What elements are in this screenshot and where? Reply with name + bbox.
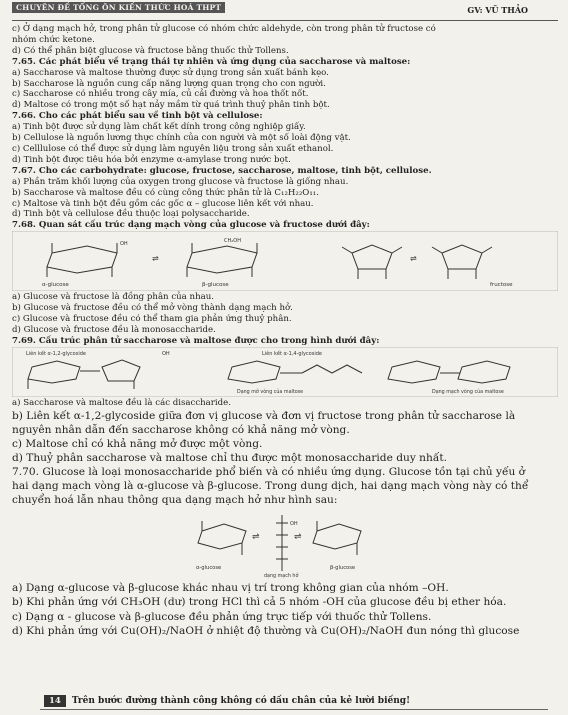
alpha-glucose-label: α-glucose xyxy=(196,565,222,572)
text-block-b xyxy=(12,292,558,347)
text-line: d) Tinh bột và cellulose đều thuộc loại polysaccharide. xyxy=(12,209,250,220)
text-line: d) Maltose có trong một số hạt nảy mầm từ quá trình thuỷ phân tinh bột. xyxy=(12,100,330,111)
equilibrium-arrow: ⇌ xyxy=(252,532,260,543)
open-chain xyxy=(276,515,288,571)
equilibrium-arrow: ⇌ xyxy=(410,254,417,264)
ring-structures-svg xyxy=(12,231,558,291)
series-title: CHUYÊN ĐỀ TỔNG ÔN KIẾN THỨC HOÁ THPT xyxy=(12,2,225,13)
text-line: d) Tinh bột được tiêu hóa bởi enzyme α-amylase trong nước bọt. xyxy=(12,154,291,165)
question-heading: 7.68. Quan sát cấu trúc dạng mạch vòng của glucose và fructose dưới đây: xyxy=(12,220,370,231)
page-number: 14 xyxy=(44,695,66,707)
page-header xyxy=(12,0,558,21)
text-block-c xyxy=(12,398,558,508)
ch2oh-label: CH₂OH xyxy=(224,238,241,245)
page-footer xyxy=(44,695,410,707)
text-line: a) Tinh bột được sử dụng làm chất kết dính trong công nghiệp giấy. xyxy=(12,122,306,133)
text-line: d) Khi phản ứng với Cu(OH)₂/NaOH ở nhiệt độ thường và Cu(OH)₂/NaOH đun nóng thì glucose xyxy=(12,624,520,637)
alpha-14-link-label: Liên kết α-1,4-glycoside xyxy=(262,350,322,357)
text-line: b) Liên kết α-1,2-glycoside giữa đơn vị glucose và đơn vị fructose trong phân tử saccharose là xyxy=(12,409,516,422)
equilibrium-arrow: ⇌ xyxy=(294,532,302,543)
teacher-name: GV: VŨ THẢO xyxy=(467,5,528,15)
alpha-12-link-label: Liên kết α-1,2-glycoside xyxy=(26,350,86,357)
open-maltose-caption: Dạng mở vòng của maltose xyxy=(237,389,304,395)
question-heading: 7.65. Các phát biểu về trạng thái tự nhiên và ứng dụng của saccharose và maltose: xyxy=(12,56,411,67)
question-heading: 7.69. Cấu trúc phân tử saccharose và maltose được cho trong hình dưới đây: xyxy=(12,335,380,346)
text-line: c) Saccharose có nhiều trong cây mía, củ cải đường và hoa thốt nốt. xyxy=(12,89,309,100)
glucose-fructose-figure xyxy=(12,231,558,291)
open-chain-label: dạng mạch hở xyxy=(264,574,299,580)
beta-glucose-ring xyxy=(313,521,361,555)
text-line: a) Saccharose và maltose đều là các disaccharide. xyxy=(12,397,231,408)
text-line: c) Maltose chỉ có khả năng mở được một vòng. xyxy=(12,437,263,450)
beta-glucose-label: β-glucose xyxy=(330,565,356,572)
text-line: c) Glucose và fructose đều có thể tham gia phản ứng thuỷ phân. xyxy=(12,314,292,325)
text-line: b) Saccharose là nguồn cung cấp năng lượng quan trọng cho con người. xyxy=(12,78,326,89)
glucose-interconversion-figure xyxy=(192,509,558,579)
ring-maltose-caption: Dạng mạch vòng của maltose xyxy=(432,389,504,395)
text-block-a xyxy=(12,24,558,231)
text-line: b) Cellulose là nguồn lương thực chính của con người và một số loài động vật. xyxy=(12,133,351,144)
disaccharide-structures-svg xyxy=(12,347,558,397)
text-line: b) Glucose và fructose đều có thể mở vòng thành dạng mạch hở. xyxy=(12,303,293,314)
oh-label: OH xyxy=(162,350,170,357)
question-heading: 7.67. Cho các carbohydrate: glucose, fructose, saccharose, maltose, tinh bột, cellulose. xyxy=(12,165,432,176)
text-line: c) Celllulose có thể được sử dụng làm nguyên liệu trong sản xuất ethanol. xyxy=(12,143,334,154)
text-line: d) Có thể phân biệt glucose và fructose bằng thuốc thử Tollens. xyxy=(12,45,289,56)
text-line: a) Phần trăm khối lượng của oxygen trong glucose và fructose là giống nhau. xyxy=(12,176,349,187)
oh-label: OH xyxy=(120,241,128,248)
text-line: a) Dạng α-glucose và β-glucose khác nhau vị trí trong không gian của nhóm –OH. xyxy=(12,582,449,595)
text-line: c) Ở dạng mạch hở, trong phân tử glucose có nhóm chức aldehyde, còn trong phân tử fructose có xyxy=(12,24,436,34)
text-line: a) Glucose và fructose là đồng phân của nhau. xyxy=(12,292,214,303)
footer-slogan: Trên bước đường thành công không có dấu chân của kẻ lười biếng! xyxy=(71,696,411,706)
text-line: hai dạng mạch vòng là α-glucose và β-glucose. Trong dung dịch, hai dạng mạch vòng này có thể xyxy=(12,480,529,493)
footer-divider xyxy=(40,709,548,710)
equilibrium-arrow: ⇌ xyxy=(152,254,159,264)
fructose-label: fructose xyxy=(490,282,513,289)
text-line: b) Saccharose và maltose đều có cùng công thức phân tử là C₁₂H₂₂O₁₁. xyxy=(12,187,319,198)
text-line: a) Saccharose và maltose thường được sử dụng trong sản xuất bánh kẹo. xyxy=(12,67,329,78)
oh-label: OH xyxy=(290,521,298,528)
question-heading: 7.70. Glucose là loại monosaccharide phổ biến và có nhiều ứng dụng. Glucose tồn tại chủ yếu ở xyxy=(12,466,526,479)
question-heading: 7.66. Cho các phát biểu sau về tinh bột và cellulose: xyxy=(12,111,263,122)
text-line: c) Maltose và tinh bột đều gồm các gốc α – glucose liên kết với nhau. xyxy=(12,198,314,209)
interconversion-svg xyxy=(192,509,392,579)
text-line: chuyển hoá lẫn nhau thông qua dạng mạch hở như hình sau: xyxy=(12,494,338,507)
text-line: d) Glucose và fructose đều là monosaccharide. xyxy=(12,324,216,335)
saccharose-maltose-figure xyxy=(12,347,558,397)
alpha-glucose-ring xyxy=(198,521,246,555)
text-line: d) Thuỷ phân saccharose và maltose chỉ thu được một monosaccharide duy nhất. xyxy=(12,451,447,464)
text-line: c) Dạng α - glucose và β-glucose đều phản ứng trực tiếp với thuốc thử Tollens. xyxy=(12,610,432,623)
text-line: nguyên nhân dẫn đến saccharose không có khả năng mở vòng. xyxy=(12,423,350,436)
text-block-d xyxy=(12,581,558,637)
alpha-glucose-label: α-glucose xyxy=(42,282,69,289)
beta-glucose-label: β-glucose xyxy=(202,282,229,289)
text-line: nhóm chức ketone. xyxy=(12,34,95,45)
text-line: b) Khi phản ứng với CH₃OH (dư) trong HCl thì cả 5 nhóm -OH của glucose đều bị ether hóa. xyxy=(12,596,507,609)
